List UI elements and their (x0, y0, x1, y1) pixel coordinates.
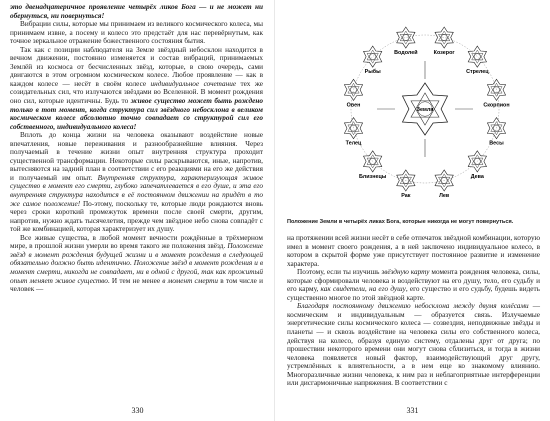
zodiac-sign-label: Дева (470, 173, 484, 180)
zodiac-sign-label: Рыбы (364, 69, 381, 76)
text-run: как свидетели, на его душу (320, 285, 406, 294)
right-page-number: 331 (406, 406, 419, 415)
zodiac-sign-label: Лев (439, 193, 450, 200)
zodiac-star (344, 118, 362, 139)
text-run: звёздную карту (381, 268, 430, 277)
left-paragraph-1 (10, 20, 263, 46)
right-paragraph-3 (287, 302, 540, 387)
text-run: . (129, 259, 134, 268)
right-paragraph-1 (287, 234, 540, 268)
zodiac-sign-label: Стрелец (466, 69, 489, 76)
zodiac-sign-label: Козерог (433, 50, 455, 57)
zodiac-sign-label: Весы (489, 140, 504, 147)
text-run: в том числе и человек — (10, 276, 263, 294)
text-run: индивидуальное сочетание (150, 79, 237, 88)
left-page-number: 330 (131, 406, 144, 415)
zodiac-wheel-figure (287, 5, 540, 213)
text-run: Вибрации силы, которые мы принимаем из великого космического колеса, мы принимаем извне, а посему и колесо это предстаёт для нас перевёрнутым, как точное зеркальное отражение божественного состояния бытия. (10, 20, 263, 46)
zodiac-sign-label: Овен (346, 102, 361, 109)
text-run: Так как с позиции наблюдателя на Земле звёздный небосклон находится в вечном движении, постоянно изменяется и состав вибраций, принимаемых Землёй из космоса от бесчисленных звёзд, которые, в свою очередь, сами двигаются в этом огромном космическом колесе. Любое проявление — как в каждом колесе — несёт в своём колесе (10, 45, 263, 88)
zodiac-star (435, 27, 453, 48)
text-run: это двенадцатеричное проявление четырёх ликов Бога — и не может ни обернуться, ни повернуться! (10, 3, 263, 20)
zodiac-sign-label: Водолей (394, 50, 418, 57)
left-paragraph-3 (10, 131, 263, 234)
text-run: Внутренняя структура, характеризующая живое существо в момент его смерти, глубоко запечатлевается в его душе, и эта его внутренняя структура находится в её постоянном движении на придёт в то же самое положение! (10, 173, 264, 208)
zodiac-sign-label: Скорпион (483, 102, 510, 109)
text-run: в момент смерти (162, 276, 219, 285)
text-run: Благодаря постоянному движению небосклона между двумя колёсами (297, 302, 529, 311)
text-run: По-этому, поскольку те, которые люди рождаются вновь через сроки короткий промежуток времени после своей смерти, другим, напротив, нужно ждать тысячелетия, прежде чем звёздное небо снова совпадёт с той же комбинацией, которая характеризует их душу. (10, 199, 263, 234)
text-run: . И тем не менее (107, 276, 163, 285)
text-run: живое существо может быть рождено только в тот момент, когда структура сил звёздного небосклона в великом космическом колесе абсолютно точно совпадает со структурой сил его собственного, индивидуального колеса! (10, 97, 263, 131)
text-run: тех же созидательных сил, что излучаются звёздами во Вселенной. В момент рождения оно сил, которые идентичны. Будь то (10, 79, 263, 106)
text-run: Положение звёзд в момент рождения будущей жизни и в момент рождения в следующей обязательно должно быть идентично (10, 242, 263, 268)
zodiac-sign-label: Близнецы (358, 173, 387, 180)
text-run: Поэтому, если ты изучишь (297, 268, 382, 277)
right-page (275, 0, 550, 421)
right-paragraph-2 (287, 268, 540, 302)
zodiac-wheel-diagram (287, 5, 540, 213)
zodiac-sign-label: Рак (401, 193, 411, 200)
text-run: на протяжении всей жизни несёт в себе отпечаток звёздной комбинации, которую имел в момент своего рождения, а в ней заключено индивидуальное колесо, в котором в скрытой форме уже присутствует постоянное развитие и изменение характера. (287, 234, 540, 268)
center-label: Земля (416, 107, 434, 113)
text-run: Вплоть до конца жизни на человека оказывают воздействие новые впечатления, новые переживания и разнообразнейшие влияния. Через получаемый в течение жизни опыт внутренняя структура проходит существенной трансформации. Некоторые силы раскрываются, иные, напротив, вытесняются на задний план в соответствии с его реакциями на его же действия и получаемый им опыт. (10, 131, 263, 182)
text-run: — космическим и индивидуальным — образуется связь. Излучаемые энергетические силы космического колеса — созвездия, неподвижные звёзды и планеты — и сквозь воздействие на человека силы его собственного колеса, действуя на колесо, образуя единую систему, отдалены друг от друга; по прошествии некоторого времени они могут снова сблизиться, и тогда в жизни человека появляется новый фактор, взаимодействующий друг другу, устремлённых к влиятельности, а в нем еще ко знакомому влиянию. Многоразличные жизни человека, к ним раз и неблагоприятные интерференции или дисгармоничные напряжения. В соответствии с (287, 302, 541, 388)
text-run: , его существо и его судьбу, будешь видеть существенно многое по этой звёздной карте. (287, 285, 540, 302)
figure-caption: Положение Земли в четырёх ликах Бога, которые никогда не могут повернуться. (287, 219, 514, 225)
text-run: Положение звёзд в момент рождения и в момент смерти, никогда не совпадает, ни в одной с другой, так как прожитый опыт меняет живое существо (10, 259, 263, 285)
left-paragraph-0 (10, 3, 263, 20)
left-paragraph-2 (10, 46, 263, 131)
text-run: момента рождения человека, силы, которые сформировали человека и воздействуют на его душу, тело, его судьбу и его карму, (287, 268, 540, 294)
left-paragraph-4 (10, 234, 263, 294)
zodiac-star (344, 79, 362, 100)
zodiac-star (397, 27, 415, 48)
text-run: Все живые существа, в любой момент вечности рождённые в трёхмерном мире, в прошлой жизни умерли во время такого же положения звёзд. (10, 233, 263, 251)
zodiac-sign-label: Телец (345, 140, 362, 147)
